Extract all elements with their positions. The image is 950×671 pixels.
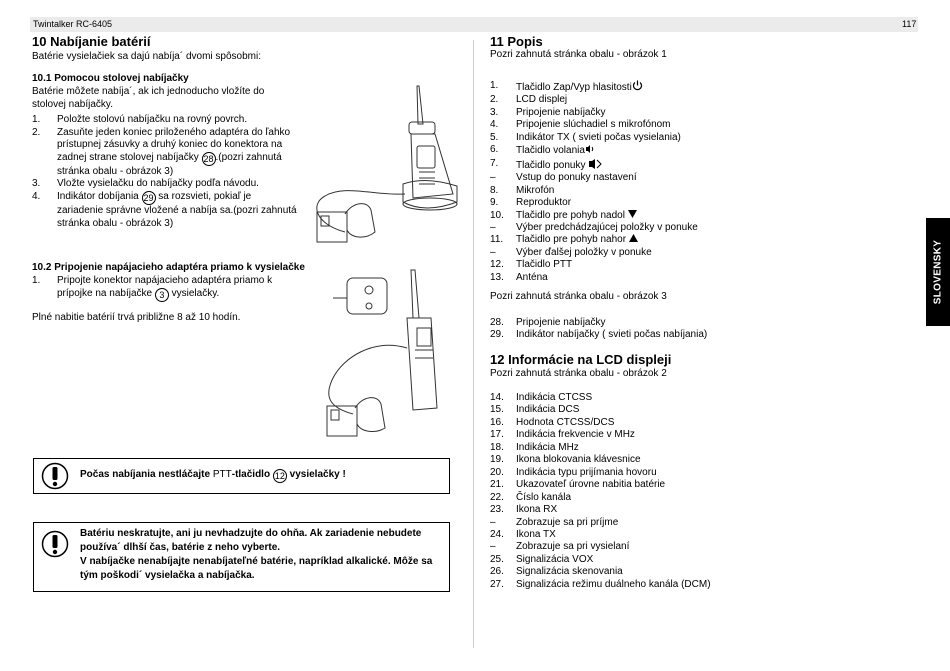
- list-item: 29. Indikátor nabíjačky ( svieti počas nabíjania): [490, 329, 708, 341]
- section-10-intro: Batérie vysielačiek sa dajú nabíja´ dvomi spôsobmi:: [32, 51, 261, 62]
- list-item: 17. Indikácia frekvencie v MHz: [490, 429, 635, 441]
- section-12-title: 12 Informácie na LCD displeji: [490, 352, 672, 367]
- list-item: 4. Indikátor dobíjania 29 sa rozsvieti, pokiaľ je zariadenie správne vložené a nabíja sa.(pozri zahnutá stránka obalu - obrázok 3): [32, 190, 297, 229]
- list-item: 28. Pripojenie nabíjačky: [490, 317, 606, 328]
- list-item: 16. Hodnota CTCSS/DCS: [490, 416, 615, 428]
- warning-icon: [40, 462, 70, 490]
- list-item: 20. Indikácia typu prijímania hovoru: [490, 466, 657, 478]
- adapter-steps: [32, 275, 290, 302]
- list-item: 1. Položte stolovú nabíjačku na rovný povrch.: [32, 114, 248, 125]
- list-item: 21. Ukazovateľ úrovne nabitia batérie: [490, 479, 666, 491]
- list-item: 8. Mikrofón: [490, 184, 555, 196]
- list-item: 6. Tlačidlo volania: [490, 144, 698, 157]
- list-item: 18. Indikácia MHz: [490, 441, 579, 453]
- battery-warning-text-1: Batériu neskratujte, ani ju nevhadzujte do ohňa. Ak zariadenie nebudete používa´ dlhší čas, batérie z neho vyberte.: [80, 528, 422, 553]
- direct-adapter-illustration: [313, 268, 463, 438]
- list-item: 1. Pripojte konektor napájacieho adaptéra priamo k prípojke na nabíjačke 3 vysielačky.: [32, 275, 273, 300]
- list-item: 23. Ikona RX: [490, 504, 558, 516]
- list-item: 13. Anténa: [490, 271, 548, 283]
- section-12-ref-2: Pozri zahnutá stránka obalu - obrázok 2: [490, 368, 667, 379]
- list-item: – Vstup do ponuky nastavení: [490, 172, 637, 184]
- ref-number: 3: [155, 288, 169, 302]
- list-item: – Zobrazuje sa pri vysielaní: [490, 541, 630, 553]
- column-divider: [473, 40, 474, 648]
- power-icon: [632, 80, 643, 91]
- list-item: 11. Tlačidlo pre pohyb nahor: [490, 234, 698, 246]
- ref-number: 29: [143, 192, 154, 203]
- list-item: 3. Pripojenie nabíjačky: [490, 106, 606, 118]
- list-item: 3. Vložte vysielačku do nabíjačky podľa návodu.: [32, 178, 259, 190]
- header-title: Twintalker RC-6405: [33, 19, 113, 29]
- list-item: 9. Reproduktor: [490, 197, 572, 209]
- battery-warning-box: [33, 522, 450, 592]
- list-item: 15. Indikácia DCS: [490, 404, 580, 416]
- list-item: 22. Číslo kanála: [490, 491, 572, 503]
- list-item: 25. Signalizácia VOX: [490, 553, 594, 565]
- list-item: 12. Tlačidlo PTT: [490, 259, 573, 271]
- language-tab: [926, 218, 950, 326]
- battery-warning-text-2: V nabíjačke nenabíjajte nenabíjateľné batérie, napríklad alkalické. Môže sa tým poškodi´ vysielačka a nabíjačka.: [80, 556, 433, 581]
- section-10-1-intro: Batérie môžete nabíja´, ak ich jednoducho vložíte do stolovej nabíjačky.: [32, 86, 265, 110]
- list-item: 10. Tlačidlo pre pohyb nadol: [490, 210, 698, 222]
- section-10-2-title: 10.2 Pripojenie napájacieho adaptéra priamo k vysielačke: [32, 262, 305, 273]
- list-item: – Zobrazuje sa pri príjme: [490, 516, 619, 528]
- triangle-down-icon: [628, 210, 637, 218]
- list-item: 14. Indikácia CTCSS: [490, 392, 593, 403]
- desk-charger-illustration: [305, 84, 465, 246]
- list-item: – Výber ďalšej položky v ponuke: [490, 246, 652, 258]
- section-11-title: 11 Popis: [490, 34, 543, 49]
- list-item: 24. Ikona TX: [490, 528, 556, 540]
- page-number: 117: [902, 19, 917, 29]
- description-list: [490, 80, 698, 284]
- charging-warning-text: Počas nabíjania nestláčajte PTT-tlačidlo 12 vysielačky !: [80, 469, 346, 481]
- list-item: 1. Tlačidlo Zap/Vyp hlasitosti: [490, 80, 698, 94]
- list-item: 2. LCD displej: [490, 94, 568, 106]
- list-item: 7. Tlačidlo ponuky: [490, 158, 698, 172]
- language-tab-label: SLOVENSKY: [932, 239, 944, 305]
- list-item: 5. Indikátor TX ( svieti počas vysielania): [490, 131, 681, 143]
- triangle-up-icon: [629, 234, 638, 242]
- charging-steps: [32, 114, 300, 230]
- menu-icon: [588, 158, 602, 170]
- charging-time-note: Plné nabitie batérií trvá približne 8 až 10 hodín.: [32, 312, 241, 323]
- section-11-ref-3: Pozri zahnutá stránka obalu - obrázok 3: [490, 291, 667, 302]
- lcd-info-list: [490, 392, 711, 591]
- warning-icon: [40, 530, 70, 558]
- charging-warning-box: [33, 458, 450, 494]
- section-10-1-title: 10.1 Pomocou stolovej nabíjačky: [32, 73, 189, 84]
- section-11-ref-1: Pozri zahnutá stránka obalu - obrázok 1: [490, 49, 667, 60]
- list-item: 27. Signalizácia režimu duálneho kanála (DCM): [490, 578, 711, 590]
- ref-number: 12: [274, 471, 285, 481]
- list-item: 26. Signalizácia skenovania: [490, 566, 623, 578]
- ref-number: 28: [203, 153, 214, 164]
- list-item: – Výber predchádzajúcej položky v ponuke: [490, 221, 698, 233]
- call-icon: [585, 144, 595, 154]
- list-item: 4. Pripojenie slúchadiel s mikrofónom: [490, 119, 671, 131]
- list-item: 19. Ikona blokovania klávesnice: [490, 454, 641, 466]
- list-item: 2. Zasuňte jeden koniec priloženého adaptéra do ľahko prístupnej zásuvky a druhý koniec do konektora na zadnej strane stolovej nabíjačky 28 .(pozri zahnutá stránka obalu - obrázok 3): [32, 126, 291, 177]
- header-bar: [30, 17, 918, 32]
- section-10-title: 10 Nabíjanie batérií: [32, 34, 151, 49]
- charger-parts-list: [490, 317, 707, 342]
